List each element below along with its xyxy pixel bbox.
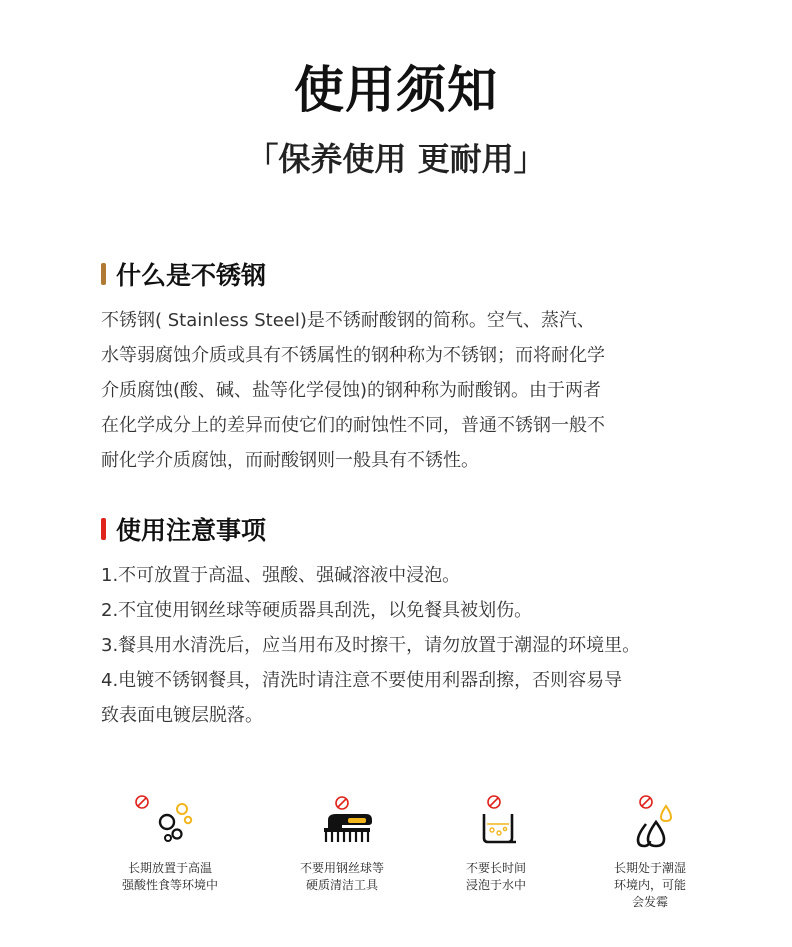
note-item: 4.电镀不锈钢餐具，清洗时请注意不要使用利器刮擦，否则容易导 bbox=[101, 670, 623, 691]
caption-line: 硬质清洁工具 bbox=[305, 878, 378, 892]
warning-humid-mold bbox=[575, 790, 725, 911]
warning-icons-row bbox=[0, 790, 792, 930]
note-item: 2.不宜使用钢丝球等硬质器具刮洗，以免餐具被划伤。 bbox=[101, 600, 533, 621]
caption-line: 环境内，可能 bbox=[613, 878, 686, 892]
warning-long-soak bbox=[421, 790, 571, 894]
text-line: 介质腐蚀(酸、碱、盐等化学侵蚀)的钢种称为耐酸钢。由于两者 bbox=[101, 380, 602, 401]
caption-line: 长期放置于高温 bbox=[127, 861, 212, 875]
text-line: 水等弱腐蚀介质或具有不锈属性的钢种称为不锈钢；而将耐化学 bbox=[101, 345, 605, 366]
caption-line: 不要长时间 bbox=[465, 861, 526, 875]
caption-line: 会发霉 bbox=[631, 895, 668, 909]
warning-high-temp-acid bbox=[95, 790, 245, 894]
section-accent-bar bbox=[101, 518, 106, 540]
icon-caption bbox=[267, 860, 417, 894]
section-heading-text: 使用注意事项 bbox=[116, 516, 267, 545]
brush-icon bbox=[302, 790, 382, 852]
caption-line: 不要用钢丝球等 bbox=[299, 861, 384, 875]
caption-line: 强酸性食等环境中 bbox=[121, 878, 218, 892]
soak-bowl-icon bbox=[456, 790, 536, 852]
text-line: 耐化学介质腐蚀，而耐酸钢则一般具有不锈性。 bbox=[101, 450, 479, 471]
page-subtitle: 「保养使用 更耐用」 bbox=[246, 140, 546, 178]
page-title: 使用须知 bbox=[294, 61, 498, 119]
note-item: 致表面电镀层脱落。 bbox=[101, 705, 263, 726]
text-line: 不锈钢( Stainless Steel)是不锈耐酸钢的简称。空气、蒸汽、 bbox=[101, 310, 595, 331]
usage-notes-list bbox=[101, 558, 721, 733]
stainless-description bbox=[101, 303, 721, 478]
note-item: 3.餐具用水清洗后，应当用布及时擦干，请勿放置于潮湿的环境里。 bbox=[101, 635, 641, 656]
section-heading-notes bbox=[101, 511, 266, 547]
icon-caption bbox=[575, 860, 725, 911]
icon-caption bbox=[95, 860, 245, 894]
section-heading-text: 什么是不锈钢 bbox=[116, 261, 267, 290]
water-drops-icon bbox=[610, 790, 690, 852]
bubbles-icon bbox=[130, 790, 210, 852]
caption-line: 浸泡于水中 bbox=[465, 878, 526, 892]
section-heading-stainless bbox=[101, 256, 266, 292]
caption-line: 长期处于潮湿 bbox=[613, 861, 686, 875]
note-item: 1.不可放置于高温、强酸、强碱溶液中浸泡。 bbox=[101, 565, 461, 586]
warning-steel-wool bbox=[267, 790, 417, 894]
text-line: 在化学成分上的差异而使它们的耐蚀性不同，普通不锈钢一般不 bbox=[101, 415, 605, 436]
section-accent-bar bbox=[101, 263, 106, 285]
icon-caption bbox=[421, 860, 571, 894]
